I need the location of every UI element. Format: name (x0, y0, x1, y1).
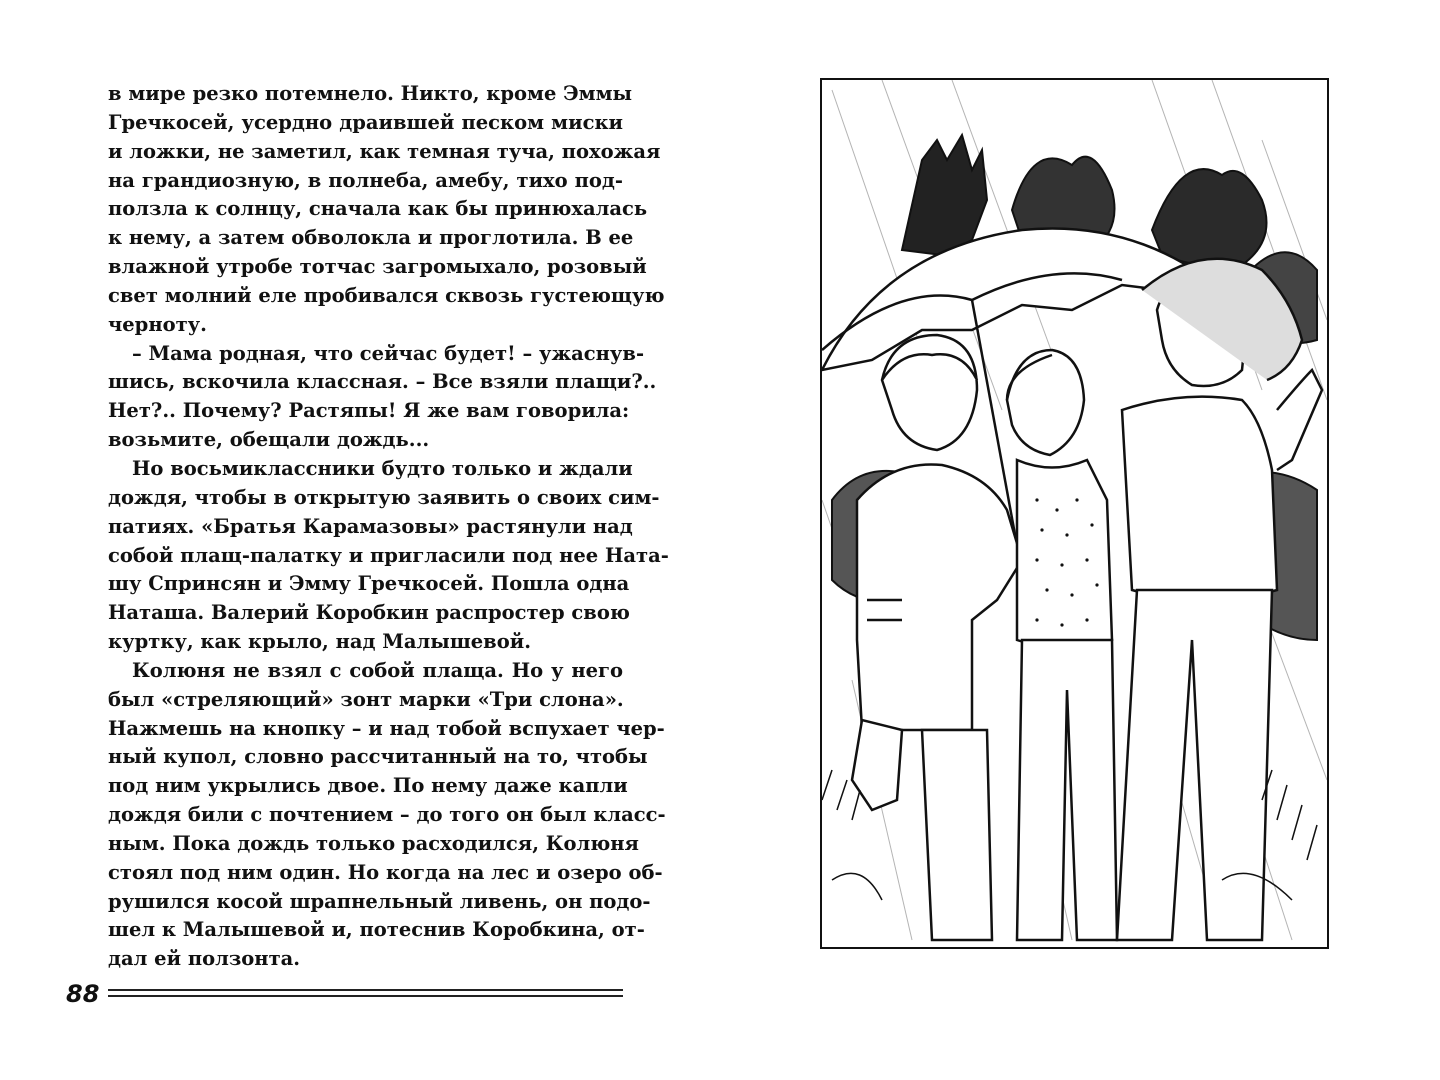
text-line: Наташа. Валерий Коробкин распростер свою (108, 601, 630, 625)
text-line: – Мама родная, что сейчас будет! – ужаснув- (132, 341, 645, 365)
left-boy (852, 335, 1022, 940)
paragraph-4 (108, 657, 666, 974)
text-line: в мире резко потемнело. Никто, кроме Эммы (108, 82, 633, 105)
text-line: влажной утробе тотчас загромыхало, розовый (108, 255, 647, 279)
text-line: свет молний еле пробивался сквозь густеющую (108, 283, 665, 307)
text-line: Нажмешь на кнопку – и над тобой вспухает чер- (108, 716, 665, 740)
paragraph-1 (108, 80, 665, 340)
text-line: на грандиозную, в полнеба, амебу, тихо под- (108, 168, 623, 192)
text-line: патиях. «Братья Карамазовы» растянули над (108, 514, 633, 538)
text-line: дождя били с почтением – до того он был класс- (108, 803, 666, 827)
text-line: Но восьмиклассники будто только и ждали (132, 456, 633, 480)
text-line: стоял под ним один. Но когда на лес и озеро об- (108, 860, 663, 884)
text-line: шись, вскочила классная. – Все взяли плащи?.. (108, 370, 657, 394)
text-line: ный купол, словно рассчитанный на то, чтобы (108, 745, 648, 769)
text-line: и ложки, не заметил, как темная туча, похожая (108, 139, 661, 163)
text-line: к нему, а затем обволокла и проглотила. В ее (108, 226, 634, 250)
text-line: ползла к солнцу, сначала как бы принюхалась (108, 197, 648, 221)
girl (1007, 350, 1117, 940)
text-line: под ним укрылись двое. По нему даже капли (108, 774, 628, 798)
text-line: шел к Малышевой и, потеснив Коробкина, от- (108, 918, 645, 942)
illustration-drawing (822, 80, 1327, 947)
illustration-three-teens-under-umbrella-in-rain (820, 78, 1329, 949)
text-line: дождя, чтобы в открытую заявить о своих сим- (108, 485, 660, 509)
paragraph-3 (108, 455, 669, 657)
text-line: ным. Пока дождь только расходился, Колюня (108, 831, 639, 855)
text-column (108, 80, 669, 974)
text-line: куртку, как крыло, над Малышевой. (108, 630, 531, 654)
paragraph-2 (108, 340, 657, 455)
text-line: был «стреляющий» зонт марки «Три слона». (108, 687, 624, 711)
text-line: собой плащ-палатку и пригласили под нее Ната- (108, 543, 669, 567)
footer-rule-bottom (108, 995, 623, 997)
footer-rule-top (108, 989, 623, 991)
text-line: Колюня не взял с собой плаща. Но у него (132, 658, 623, 682)
text-line: черноту. (108, 312, 207, 336)
page-number: 88 (66, 980, 100, 1008)
right-page (720, 0, 1440, 1080)
page-footer (66, 974, 623, 1014)
text-line: Гречкосей, усердно драившей песком миски (108, 110, 623, 134)
text-line: возьмите, обещали дождь... (108, 428, 430, 452)
text-line: дал ей ползонта. (108, 947, 301, 971)
text-line: шу Спринсян и Эмму Гречкосей. Пошла одна (108, 572, 630, 596)
text-line: Нет?.. Почему? Растяпы! Я же вам говорила: (108, 399, 630, 423)
text-line: рушился косой шрапнельный ливень, он подо- (108, 889, 651, 913)
